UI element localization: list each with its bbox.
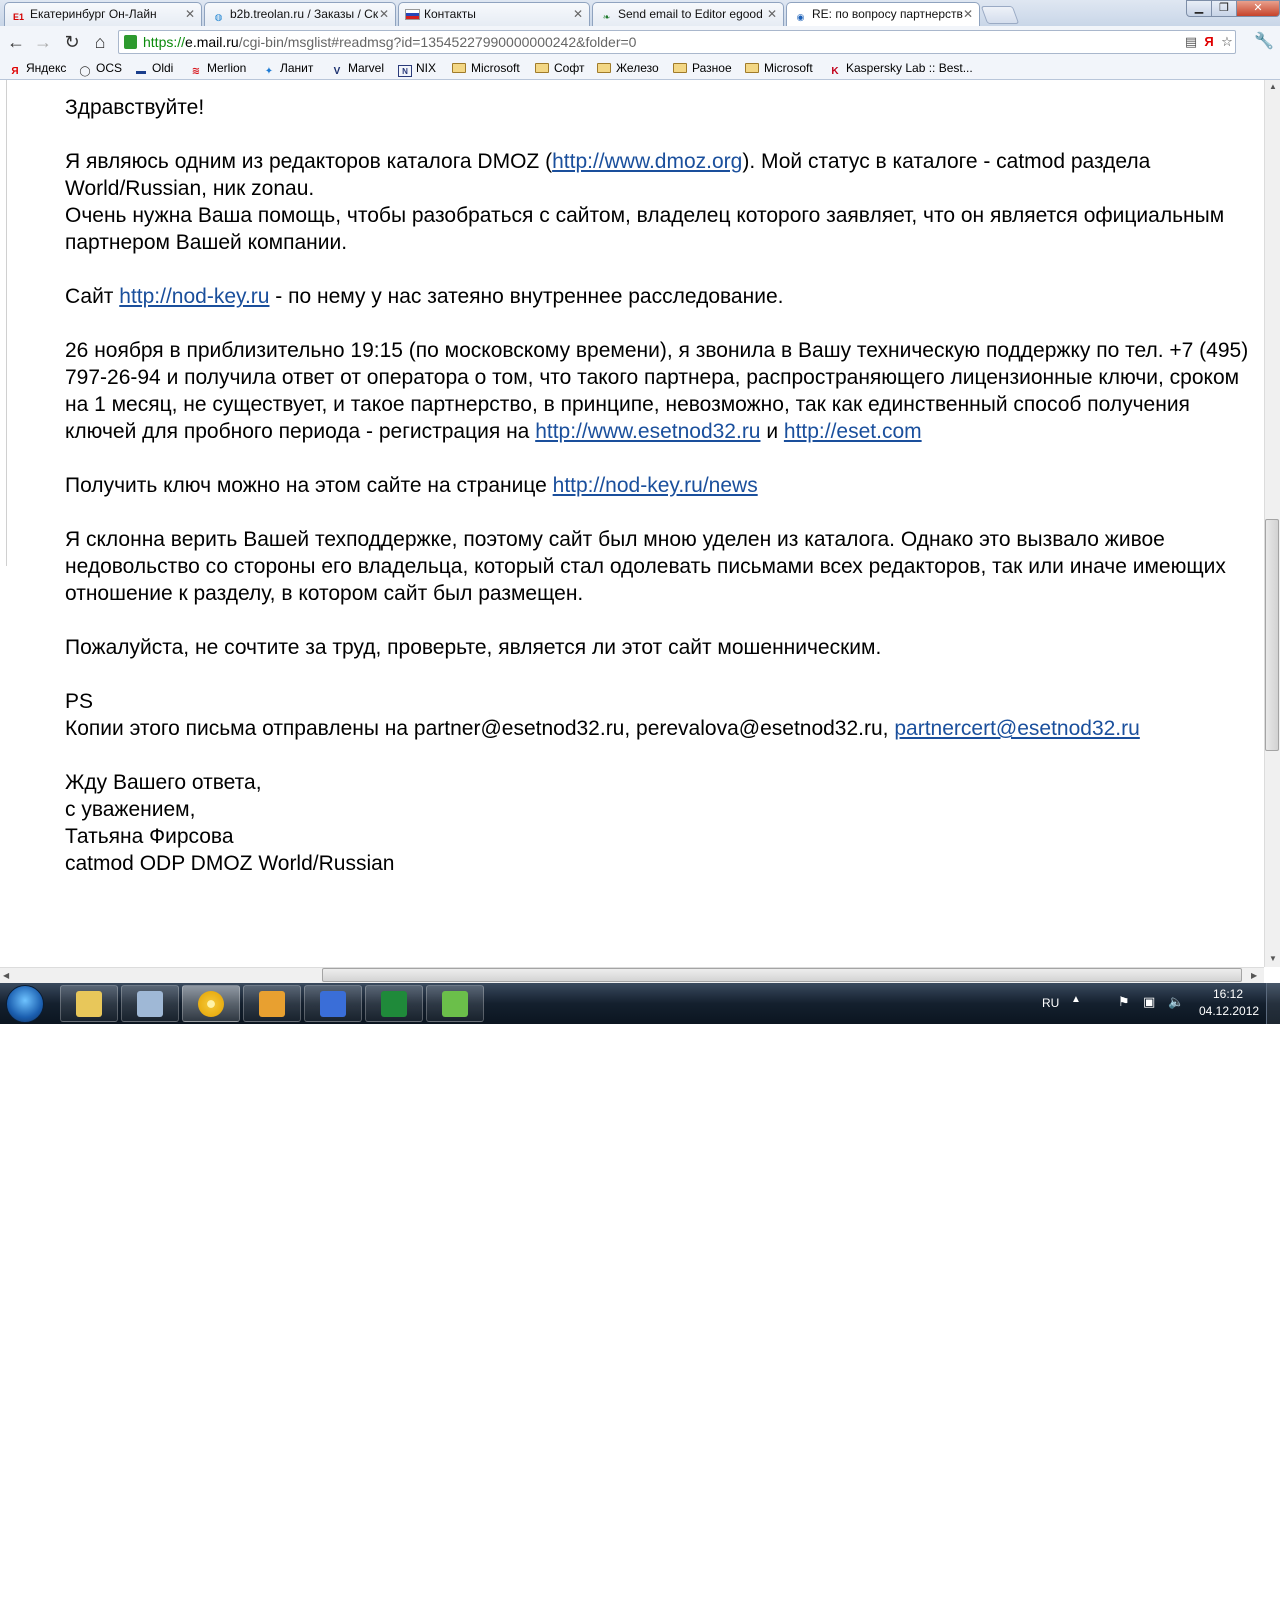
reload-icon[interactable]: ↻ bbox=[64, 32, 80, 52]
close-icon[interactable]: ✕ bbox=[378, 7, 389, 21]
paragraph-request: Пожалуйста, не сочтите за труд, проверьте, является ли этот сайт мошенническим. bbox=[65, 636, 882, 659]
url-text: https://e.mail.ru/cgi-bin/msglist#readmsg?id=13545227990000000242&folder=0 bbox=[143, 34, 637, 50]
bookmark-folder-misc[interactable]: Разное bbox=[673, 58, 732, 79]
tray-expand-icon[interactable]: ▲ bbox=[1071, 994, 1081, 1005]
eset-link[interactable]: http://eset.com bbox=[783, 420, 922, 443]
tab-title: b2b.treolan.ru / Заказы / Ск bbox=[230, 7, 379, 21]
yandex-icon[interactable]: Я bbox=[1204, 34, 1214, 49]
outlook-icon bbox=[259, 991, 285, 1017]
scroll-down-icon[interactable]: ▼ bbox=[1269, 954, 1277, 963]
close-icon[interactable]: ✕ bbox=[572, 7, 583, 21]
bookmark-merlion[interactable]: ≋ Merlion bbox=[189, 58, 246, 79]
tab-dmoz[interactable] bbox=[592, 2, 784, 26]
language-indicator[interactable]: RU bbox=[1042, 996, 1060, 1010]
forward-arrow-icon[interactable]: → bbox=[34, 32, 52, 52]
paragraph-intro: Я являюсь одним из редакторов каталога DMOZ (http://www.dmoz.org). Мой статус в каталоге - catmod раздела World/Russian, ник zonau. Очень нужна Ваша помощь, чтобы разобраться с сайтом, владелец которого заявляет, что он является официальным партнером Вашей компании. bbox=[65, 150, 1225, 254]
star-icon[interactable]: ☆ bbox=[1221, 34, 1233, 49]
bookmark-folder-soft[interactable]: Софт bbox=[535, 58, 584, 79]
close-icon[interactable]: ✕ bbox=[962, 7, 973, 21]
folder-icon bbox=[673, 63, 687, 73]
bookmark-folder-microsoft-2[interactable]: Microsoft bbox=[745, 58, 813, 79]
scroll-left-icon[interactable]: ◀ bbox=[3, 971, 10, 980]
divider bbox=[6, 80, 7, 566]
dmoz-link[interactable]: http://www.dmoz.org bbox=[552, 150, 743, 173]
tab-title: Екатеринбург Он-Лайн bbox=[30, 7, 157, 21]
bookmark-oldi[interactable]: ▬ Oldi bbox=[136, 61, 174, 77]
network-icon bbox=[442, 991, 468, 1017]
tab-title: RE: по вопросу партнерств bbox=[812, 7, 963, 21]
bookmark-ocs[interactable]: ◯ OCS bbox=[79, 61, 123, 77]
paragraph-key-page: Получить ключ можно на этом сайте на странице http://nod-key.ru/news bbox=[65, 474, 758, 497]
home-icon[interactable]: ⌂ bbox=[94, 32, 106, 52]
show-desktop-button[interactable] bbox=[1266, 983, 1280, 1024]
scroll-up-icon[interactable]: ▲ bbox=[1269, 82, 1277, 91]
windows-taskbar bbox=[0, 983, 1280, 1024]
calculator-icon bbox=[137, 991, 163, 1017]
partnercert-link[interactable]: partnercert@esetnod32.ru bbox=[894, 717, 1140, 740]
close-icon[interactable]: ✕ bbox=[184, 7, 195, 21]
scroll-right-icon[interactable]: ▶ bbox=[1251, 971, 1258, 980]
bookmarks-bar bbox=[0, 58, 1280, 80]
close-icon[interactable]: ✕ bbox=[766, 7, 777, 21]
folder-icon bbox=[452, 63, 466, 73]
yandex-icon: Я bbox=[11, 66, 19, 77]
maximize-button[interactable]: ❐ bbox=[1211, 0, 1237, 17]
lanit-icon: ✦ bbox=[264, 66, 274, 77]
start-button[interactable] bbox=[6, 985, 44, 1023]
bookmark-marvel[interactable]: V Marvel bbox=[330, 58, 384, 79]
bookmark-kaspersky[interactable]: K Kaspersky Lab :: Best... bbox=[828, 58, 973, 79]
browser-toolbar bbox=[0, 26, 1280, 58]
paragraph-support-call: 26 ноября в приблизительно 19:15 (по московскому времени), я звонила в Вашу техническую поддержку по тел. +7 (495) 797-26-94 и получила ответ от оператора о том, что такого партнера, распространяющего лицензионные ключи, сроком на 1 месяц, не существует, и такое партнерство, в принципе, невозможно, так как единственный способ получения ключей для пробного периода - регистрация на http://www.esetnod32.ru и http://eset.com bbox=[65, 339, 1249, 443]
taskbar-remote-desktop[interactable] bbox=[304, 985, 362, 1022]
volume-icon[interactable]: 🔈 bbox=[1168, 994, 1185, 1009]
clock-date[interactable]: 04.12.2012 bbox=[1199, 1004, 1260, 1018]
esetnod32-link[interactable]: http://www.esetnod32.ru bbox=[535, 420, 761, 443]
tab-title: Send email to Editor egood bbox=[618, 7, 763, 21]
folder-icon bbox=[76, 991, 102, 1017]
marvel-icon: V bbox=[333, 66, 341, 77]
nod-key-link[interactable]: http://nod-key.ru bbox=[119, 285, 270, 308]
taskbar-excel[interactable] bbox=[365, 985, 423, 1022]
close-window-button[interactable]: ✕ bbox=[1236, 0, 1280, 17]
folder-icon bbox=[535, 63, 549, 73]
mail-icon: ◉ bbox=[796, 12, 805, 22]
tab-strip bbox=[0, 0, 1280, 26]
lock-icon bbox=[124, 35, 137, 49]
taskbar-outlook[interactable] bbox=[243, 985, 301, 1022]
taskbar-calculator[interactable] bbox=[121, 985, 179, 1022]
tab-e1[interactable] bbox=[4, 2, 202, 26]
network-icon[interactable]: ▣ bbox=[1143, 994, 1156, 1009]
back-arrow-icon[interactable]: ← bbox=[7, 32, 25, 52]
paragraph-removal: Я склонна верить Вашей техподдержке, поэтому сайт был мною уделен из каталога. Однако это вызвало живое недовольство со стороны его владельца, который стал одолевать письмами всех редакторов, так или иначе имеющих отношение к разделу, в котором сайт был размещен. bbox=[65, 528, 1226, 605]
globe-icon: ◍ bbox=[214, 12, 223, 22]
chrome-icon bbox=[198, 991, 224, 1017]
remote-desktop-icon bbox=[320, 991, 346, 1017]
dmoz-icon: ❧ bbox=[602, 12, 611, 22]
tab-title: Контакты bbox=[424, 7, 476, 21]
horizontal-scroll-thumb[interactable] bbox=[322, 968, 1242, 982]
folder-icon bbox=[597, 63, 611, 73]
excel-icon bbox=[381, 991, 407, 1017]
e1-favicon-icon: E1 bbox=[12, 12, 24, 22]
ocs-icon: ◯ bbox=[79, 66, 91, 77]
greeting: Здравствуйте! bbox=[65, 96, 205, 119]
taskbar-network-app[interactable] bbox=[426, 985, 484, 1022]
vertical-scroll-thumb[interactable] bbox=[1265, 519, 1279, 751]
paragraph-site: Сайт http://nod-key.ru - по нему у нас затеяно внутреннее расследование. bbox=[65, 285, 784, 308]
nod-key-news-link[interactable]: http://nod-key.ru/news bbox=[552, 474, 758, 497]
folder-icon bbox=[745, 63, 759, 73]
paragraph-ps: PS Копии этого письма отправлены на partner@esetnod32.ru, perevalova@esetnod32.ru, partnercert@esetnod32.ru bbox=[65, 690, 1140, 740]
kaspersky-icon: K bbox=[831, 66, 839, 77]
tab-contacts[interactable] bbox=[398, 2, 590, 26]
message-view bbox=[0, 80, 1264, 967]
clock-time[interactable]: 16:12 bbox=[1213, 987, 1244, 1001]
merlion-icon: ≋ bbox=[191, 66, 201, 77]
tab-mail-active[interactable] bbox=[786, 2, 980, 26]
flag-ru-icon bbox=[405, 9, 420, 20]
tab-treolan[interactable] bbox=[204, 2, 396, 26]
taskbar-chrome[interactable] bbox=[182, 985, 240, 1022]
bookmark-yandex[interactable]: Я Яндекс bbox=[8, 58, 66, 79]
bookmark-lanit[interactable]: ✦ Ланит bbox=[262, 58, 313, 79]
wrench-icon[interactable]: 🔧 bbox=[1254, 33, 1274, 50]
new-tab-button[interactable] bbox=[981, 6, 1020, 24]
oldi-icon: ▬ bbox=[136, 66, 146, 77]
taskbar-explorer[interactable] bbox=[60, 985, 118, 1022]
bookmark-folder-hardware[interactable]: Железо bbox=[597, 58, 659, 79]
nix-icon: N bbox=[398, 65, 412, 77]
bookmark-folder-microsoft[interactable]: Microsoft bbox=[452, 58, 520, 79]
bookmark-nix[interactable]: N NIX bbox=[398, 58, 436, 79]
minimize-button[interactable]: ▁ bbox=[1186, 0, 1212, 17]
page-icon[interactable]: ▤ bbox=[1184, 34, 1198, 49]
address-bar[interactable] bbox=[118, 30, 1236, 54]
action-center-flag-icon[interactable]: ⚑ bbox=[1118, 994, 1130, 1009]
signature: Жду Вашего ответа, с уважением, Татьяна Фирсова catmod ODP DMOZ World/Russian bbox=[65, 771, 395, 875]
message-body bbox=[65, 94, 1260, 904]
